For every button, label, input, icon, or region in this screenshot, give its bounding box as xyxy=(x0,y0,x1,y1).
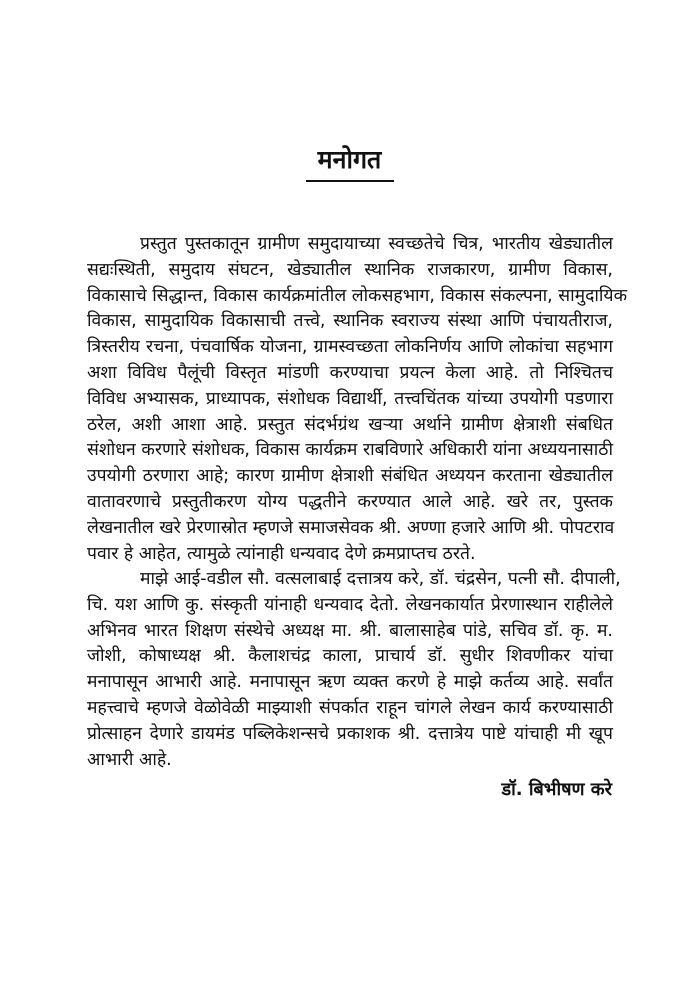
text-line: संशोधन करणारे संशोधक, विकास कार्यक्रम राबविणारे अधिकारी यांना अध्ययनासाठी xyxy=(87,440,613,461)
text-line: ठरेल, अशी आशा आहे. प्रस्तुत संदर्भग्रंथ खऱ्या अर्थाने ग्रामीण क्षेत्राशी संबधित xyxy=(87,414,613,435)
text-line: विकासाचे सिद्धान्त, विकास कार्यक्रमांतील लोकसहभाग, विकास संकल्पना, सामुदायिक xyxy=(87,285,628,306)
text-line: त्रिस्तरीय रचना, पंचवार्षिक योजना, ग्रामस्वच्छता लोकनिर्णय आणि लोकांचा सहभाग xyxy=(87,337,613,358)
text-line: विविध अभ्यासक, प्राध्यापक, संशोधक विद्यार्थी, तत्त्वचिंतक यांच्या उपयोगी पडणारा xyxy=(87,388,613,409)
text-line: अभिनव भारत शिक्षण संस्थेचे अध्यक्ष मा. श्री. बालासाहेब पांडे, सचिव डॉ. कृ. म. xyxy=(87,620,613,641)
text-line: उपयोगी ठरणारा आहे; कारण ग्रामीण क्षेत्राशी संबंधित अध्ययन करताना खेड्यातील xyxy=(87,466,613,487)
paragraph-2 xyxy=(87,567,621,773)
text-line: जोशी, कोषाध्यक्ष श्री. कैलाशचंद्र काला, प्राचार्य डॉ. सुधीर शिवणीकर यांचा xyxy=(87,646,613,667)
text-line: आभारी आहे. xyxy=(87,749,172,770)
text-line: माझे आई-वडील सौ. वत्सलाबाई दत्तात्रय करे, डॉ. चंद्रसेन, पत्नी सौ. दीपाली, xyxy=(140,569,621,589)
text-line: महत्त्वाचे म्हणजे वेळोवेळी माझ्याशी संपर्कात राहून चांगले लेखन कार्य करण्यासाठी xyxy=(87,697,613,718)
text-line: प्रस्तुत पुस्तकातून ग्रामीण समुदायाच्या स्वच्छतेचे चित्र, भारतीय खेड्यातील xyxy=(140,234,613,254)
text-line: प्रोत्साहन देणारे डायमंड पब्लिकेशन्सचे प्रकाशक श्री. दत्तात्रेय पाष्टे यांचाही मी खूप xyxy=(87,723,613,744)
text-line: विकास, सामुदायिक विकासाची तत्त्वे, स्थानिक स्वराज्य संस्था आणि पंचायतीराज, xyxy=(87,311,613,332)
text-line: सद्यःस्थिती, समुदाय संघटन, खेड्यातील स्थानिक राजकारण, ग्रामीण विकास, xyxy=(87,259,613,280)
text-line: चि. यश आणि कु. संस्कृती यांनाही धन्यवाद देतो. लेखनकार्यात प्रेरणास्थान राहीलेले xyxy=(87,594,613,615)
text-line: मनापासून आभारी आहे. मनापासून ऋण व्यक्त करणे हे माझे कर्तव्य आहे. सर्वांत xyxy=(87,672,613,693)
text-line: पवार हे आहेत, त्यामुळे त्यांनाही धन्यवाद देणे क्रमप्राप्तच ठरते. xyxy=(87,543,476,564)
title-underline xyxy=(306,180,394,182)
text-line: लेखनातील खरे प्रेरणास्रोत म्हणजे समाजसेवक श्री. अण्णा हजारे आणि श्री. पोपटराव xyxy=(87,517,615,538)
page-title: मनोगत xyxy=(317,145,382,174)
text-line: वातावरणाचे प्रस्तुतीकरण योग्य पद्धतीने करण्यात आले आहे. खरे तर, पुस्तक xyxy=(87,491,613,512)
paragraph-1 xyxy=(87,232,628,567)
author-signature: डॉ. बिभीषण करे xyxy=(501,779,612,800)
text-line: अशा विविध पैलूंची विस्तृत मांडणी करण्याचा प्रयत्न केला आहे. तो निश्चितच xyxy=(87,362,613,383)
